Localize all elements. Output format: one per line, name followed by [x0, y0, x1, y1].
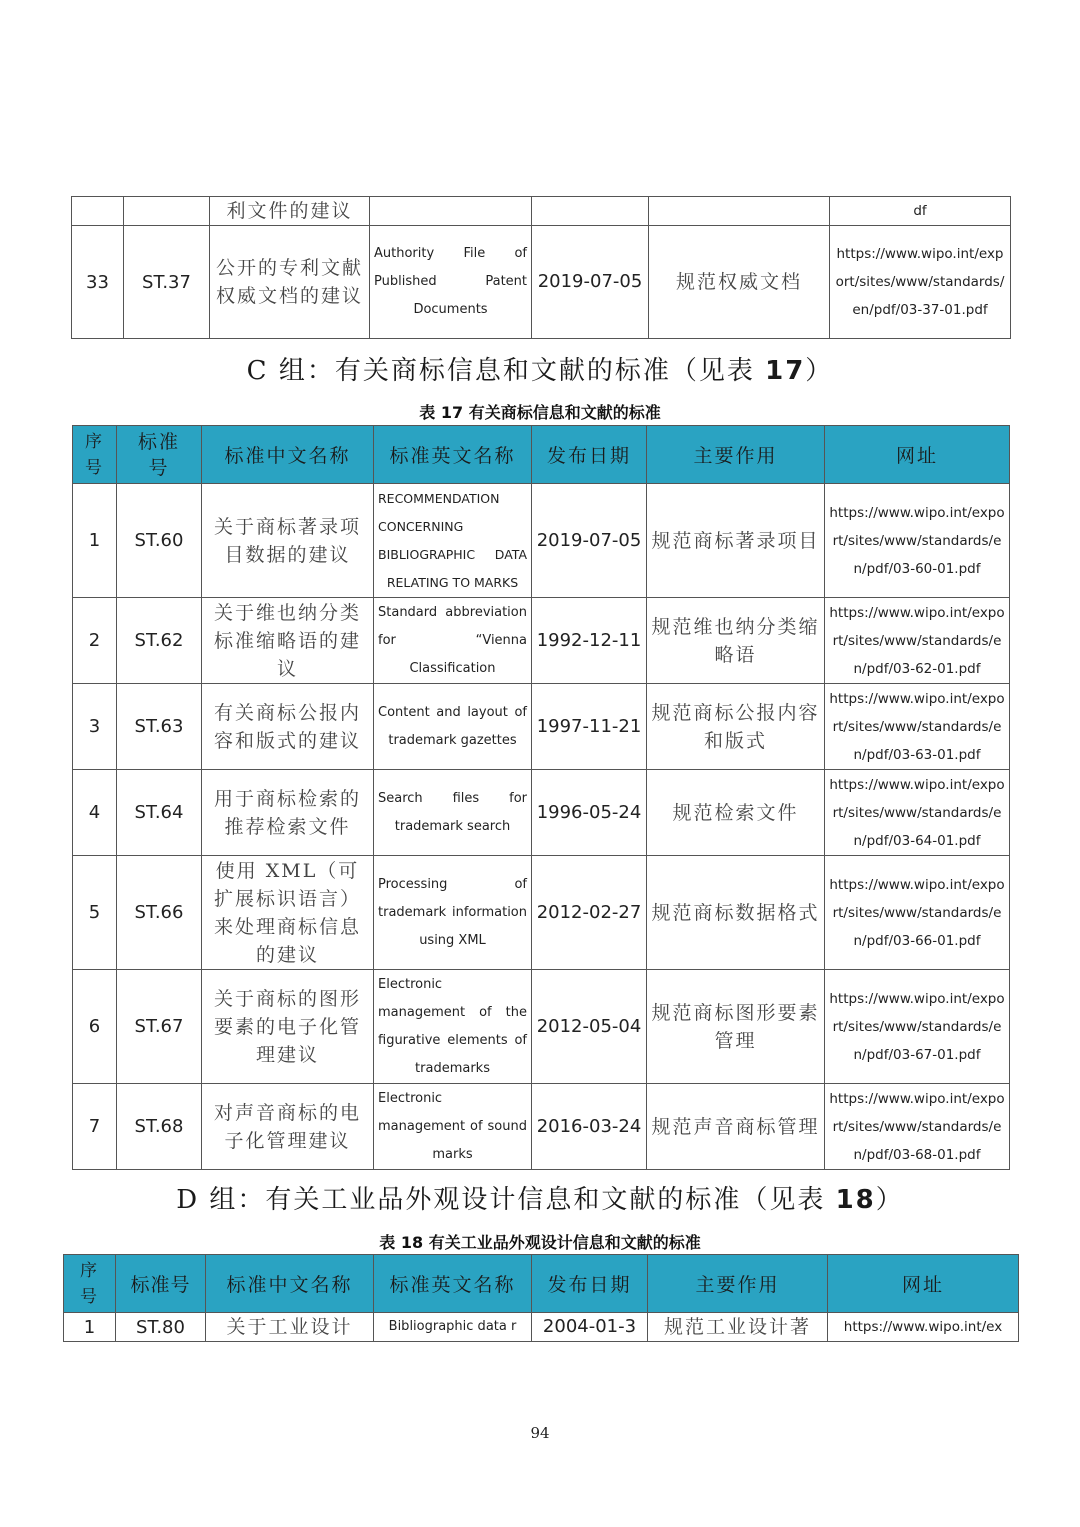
cell-use: 规范工业设计著	[648, 1313, 828, 1342]
header-en-name: 标准英文名称	[374, 1255, 532, 1313]
cell-seq: 1	[73, 484, 117, 598]
section-c-heading-suffix: ）	[805, 356, 834, 386]
cell-seq: 4	[73, 770, 117, 856]
cell-en-name: Content and layout of trademark gazettes	[374, 684, 532, 770]
cell-en-name: Authority File of Published Patent Documents	[370, 226, 532, 339]
cell-use	[649, 197, 830, 226]
cell-use: 规范维也纳分类缩略语	[647, 598, 825, 684]
cell-seq	[72, 197, 124, 226]
cell-zh-name: 用于商标检索的推荐检索文件	[202, 770, 374, 856]
cell-use: 规范声音商标管理	[647, 1084, 825, 1170]
cell-std: ST.64	[117, 770, 202, 856]
cell-seq: 3	[73, 684, 117, 770]
table-row	[73, 770, 1010, 856]
cell-use: 规范商标著录项目	[647, 484, 825, 598]
header-zh-name: 标准中文名称	[202, 426, 374, 484]
table-row	[64, 1313, 1019, 1342]
table-row	[73, 484, 1010, 598]
cell-std: ST.66	[117, 856, 202, 970]
cell-zh-name: 关于商标的图形要素的电子化管理建议	[202, 970, 374, 1084]
table-header-row	[64, 1255, 1019, 1313]
cell-date: 2004-01-3	[532, 1313, 648, 1342]
section-d-heading-prefix: D 组：有关工业品外观设计信息和文献的标准（见表	[176, 1185, 836, 1215]
header-en-name: 标准英文名称	[374, 426, 532, 484]
section-d-heading	[0, 1179, 1080, 1216]
section-d-heading-suffix: ）	[875, 1185, 904, 1215]
cell-url: df	[830, 197, 1011, 226]
cell-date: 2019-07-05	[532, 226, 649, 339]
table-row	[72, 197, 1011, 226]
cell-use: 规范商标图形要素管理	[647, 970, 825, 1084]
cell-en-name: Electronic management of sound marks	[374, 1084, 532, 1170]
cell-url: https://www.wipo.int/export/sites/www/standards/en/pdf/03-60-01.pdf	[825, 484, 1010, 598]
cell-url: https://www.wipo.int/ex	[828, 1313, 1019, 1342]
cell-zh-name: 关于商标著录项目数据的建议	[202, 484, 374, 598]
table-row	[73, 684, 1010, 770]
header-use: 主要作用	[647, 426, 825, 484]
cell-date: 2012-02-27	[532, 856, 647, 970]
section-c-heading	[0, 350, 1080, 387]
header-seq: 序号	[73, 426, 117, 484]
cell-date: 2016-03-24	[532, 1084, 647, 1170]
cell-date: 1997-11-21	[532, 684, 647, 770]
cell-std: ST.62	[117, 598, 202, 684]
section-d-heading-num: 18	[835, 1185, 876, 1215]
cell-url: https://www.wipo.int/export/sites/www/standards/en/pdf/03-64-01.pdf	[825, 770, 1010, 856]
cell-en-name: Search files for trademark search	[374, 770, 532, 856]
header-seq: 序号	[64, 1255, 116, 1313]
table-17	[72, 425, 1010, 1170]
cell-std: ST.67	[117, 970, 202, 1084]
cell-date	[532, 197, 649, 226]
cell-use: 规范商标数据格式	[647, 856, 825, 970]
cell-url: https://www.wipo.int/export/sites/www/standards/en/pdf/03-63-01.pdf	[825, 684, 1010, 770]
table-18-caption: 表 18 有关工业品外观设计信息和文献的标准	[379, 1233, 701, 1252]
table-row	[73, 598, 1010, 684]
cell-zh-name: 使用 XML（可扩展标识语言）来处理商标信息的建议	[202, 856, 374, 970]
header-date: 发布日期	[532, 426, 647, 484]
cell-seq: 5	[73, 856, 117, 970]
cell-en-name: Processing of trademark information using XML	[374, 856, 532, 970]
header-url: 网址	[828, 1255, 1019, 1313]
cell-use: 规范检索文件	[647, 770, 825, 856]
header-std: 标准号	[116, 1255, 206, 1313]
table-18	[63, 1254, 1019, 1342]
cell-std: ST.60	[117, 484, 202, 598]
cell-std: ST.80	[116, 1313, 206, 1342]
cell-std: ST.37	[124, 226, 210, 339]
cell-use: 规范商标公报内容和版式	[647, 684, 825, 770]
header-use: 主要作用	[648, 1255, 828, 1313]
cell-use: 规范权威文档	[649, 226, 830, 339]
cell-zh-name: 关于维也纳分类标准缩略语的建议	[202, 598, 374, 684]
table-header-row	[73, 426, 1010, 484]
header-std: 标准号	[117, 426, 202, 484]
cell-std: ST.68	[117, 1084, 202, 1170]
cell-date: 2019-07-05	[532, 484, 647, 598]
cell-zh-name: 公开的专利文献权威文档的建议	[210, 226, 370, 339]
section-c-heading-prefix: C 组：有关商标信息和文献的标准（见表	[246, 356, 766, 386]
cell-seq: 6	[73, 970, 117, 1084]
cell-en-name: Electronic management of the figurative elements of trademarks	[374, 970, 532, 1084]
table-row	[73, 1084, 1010, 1170]
header-zh-name: 标准中文名称	[206, 1255, 374, 1313]
cell-en-name: Bibliographic data r	[374, 1313, 532, 1342]
cell-url: https://www.wipo.int/export/sites/www/standards/en/pdf/03-66-01.pdf	[825, 856, 1010, 970]
cell-date: 1992-12-11	[532, 598, 647, 684]
cell-date: 2012-05-04	[532, 970, 647, 1084]
cell-url: https://www.wipo.int/export/sites/www/standards/en/pdf/03-62-01.pdf	[825, 598, 1010, 684]
header-date: 发布日期	[532, 1255, 648, 1313]
cell-seq: 33	[72, 226, 124, 339]
cell-en-name: Standard abbreviation for “Vienna Classification	[374, 598, 532, 684]
table-row	[72, 226, 1011, 339]
cell-zh-name: 对声音商标的电子化管理建议	[202, 1084, 374, 1170]
table-row	[73, 856, 1010, 970]
cell-en-name	[370, 197, 532, 226]
cell-std: ST.63	[117, 684, 202, 770]
cell-zh-name: 关于工业设计	[206, 1313, 374, 1342]
table-17-caption: 表 17 有关商标信息和文献的标准	[419, 403, 661, 422]
cell-date: 1996-05-24	[532, 770, 647, 856]
prev-table	[71, 196, 1011, 339]
cell-seq: 2	[73, 598, 117, 684]
cell-url: https://www.wipo.int/export/sites/www/standards/en/pdf/03-68-01.pdf	[825, 1084, 1010, 1170]
cell-seq: 7	[73, 1084, 117, 1170]
cell-zh-name: 有关商标公报内容和版式的建议	[202, 684, 374, 770]
section-c-heading-num: 17	[765, 356, 806, 386]
cell-std	[124, 197, 210, 226]
cell-url: https://www.wipo.int/export/sites/www/standards/en/pdf/03-37-01.pdf	[830, 226, 1011, 339]
cell-zh-name: 利文件的建议	[210, 197, 370, 226]
cell-url: https://www.wipo.int/export/sites/www/standards/en/pdf/03-67-01.pdf	[825, 970, 1010, 1084]
table-row	[73, 970, 1010, 1084]
cell-en-name: RECOMMENDATION CONCERNING BIBLIOGRAPHIC DATA RELATING TO MARKS	[374, 484, 532, 598]
cell-seq: 1	[64, 1313, 116, 1342]
header-url: 网址	[825, 426, 1010, 484]
page-number: 94	[530, 1424, 550, 1442]
